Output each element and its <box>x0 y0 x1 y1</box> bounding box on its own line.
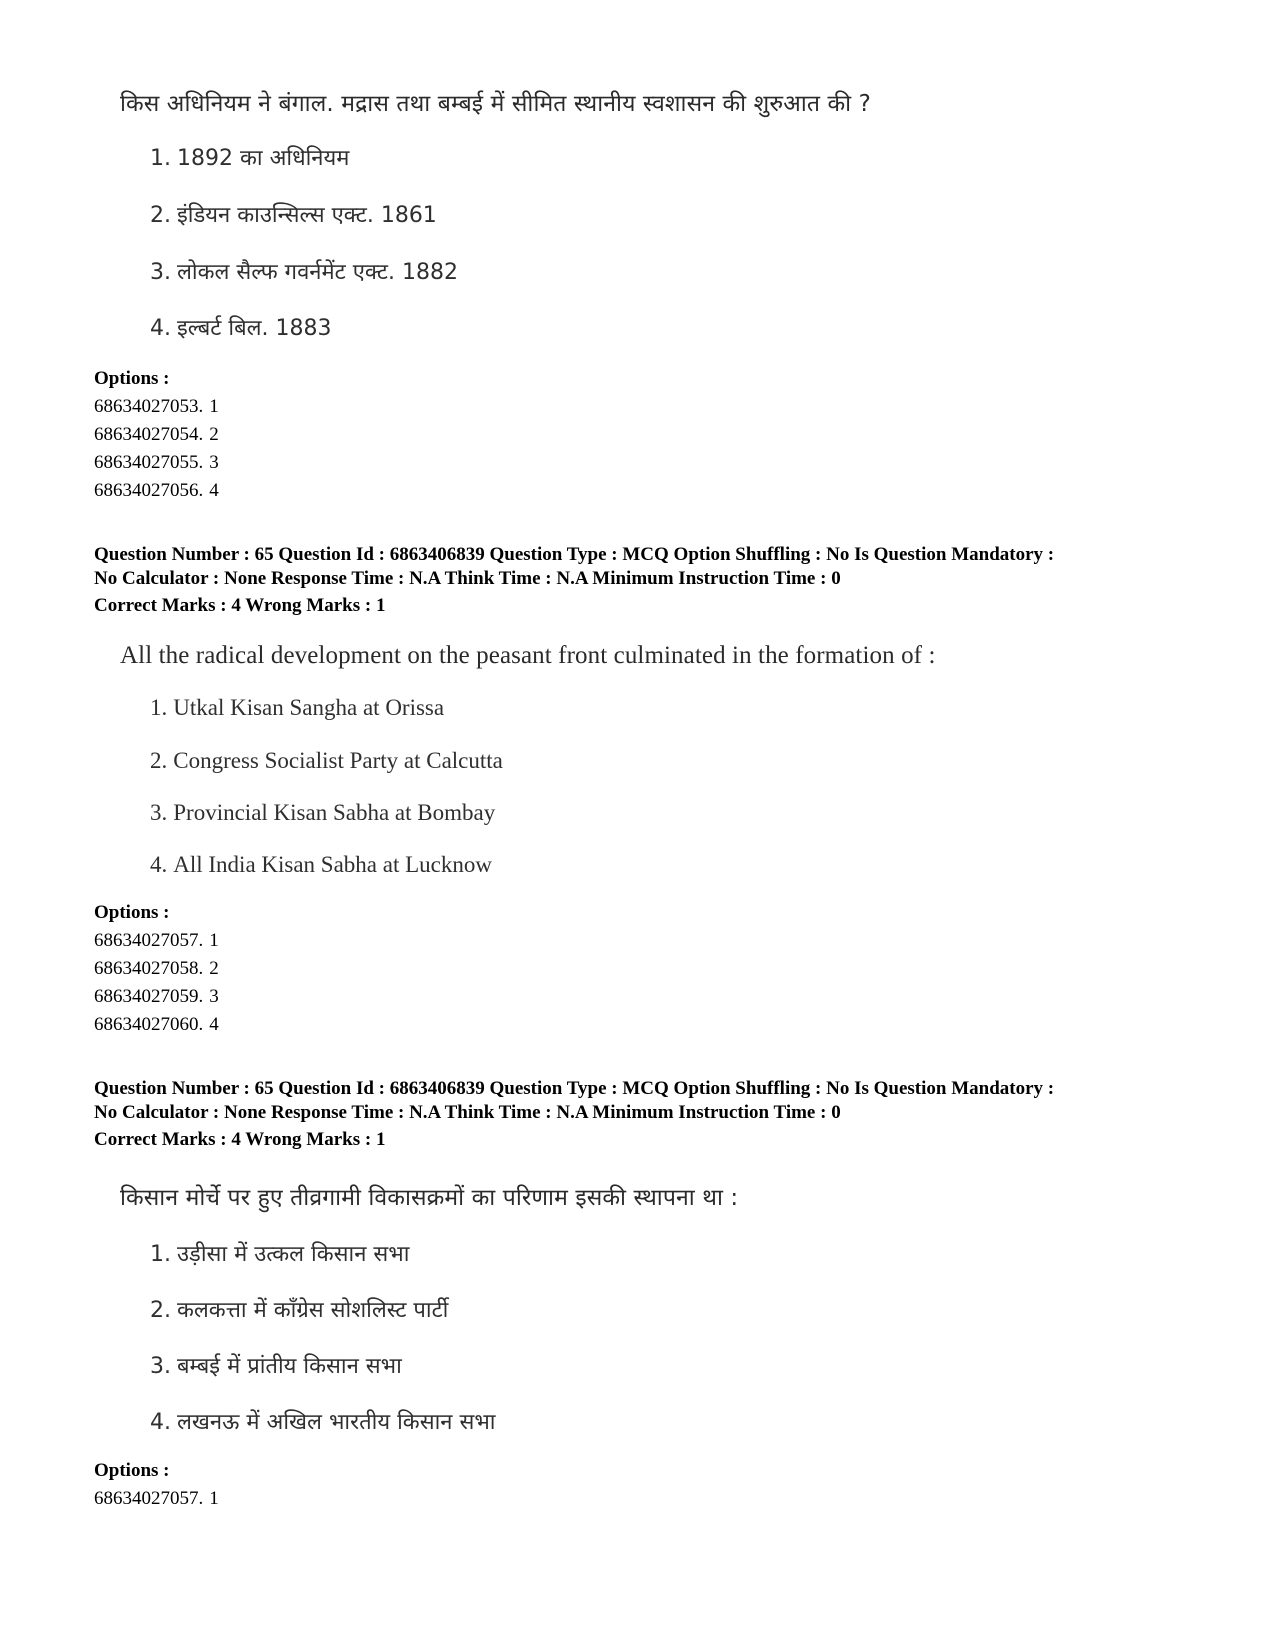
choice-2: 2. Congress Socialist Party at Calcutta <box>150 748 503 773</box>
option-row: 68634027058. 2 <box>94 958 219 979</box>
option-row: 68634027057. 1 <box>94 930 219 951</box>
meta-line-2: No Calculator : None Response Time : N.A Think Time : N.A Minimum Instruction Time : 0 <box>94 1102 841 1123</box>
choice-2: 2. इंडियन काउन्सिल्स एक्ट. 1861 <box>150 203 437 228</box>
option-row: 68634027053. 1 <box>94 396 219 417</box>
choice-1: 1. उड़ीसा में उत्कल किसान सभा <box>150 1242 410 1267</box>
question-text: किस अधिनियम ने बंगाल. मद्रास तथा बम्बई में सीमित स्थानीय स्वशासन की शुरुआत की ? <box>120 91 871 117</box>
option-row: 68634027057. 1 <box>94 1488 219 1509</box>
options-label: Options : <box>94 1460 170 1481</box>
choice-4: 4. इल्बर्ट बिल. 1883 <box>150 316 332 341</box>
options-label: Options : <box>94 368 170 389</box>
choice-1: 1. Utkal Kisan Sangha at Orissa <box>150 695 445 720</box>
choice-2: 2. कलकत्ता में कॉंग्रेस सोशलिस्ट पार्टी <box>150 1298 449 1323</box>
option-row: 68634027056. 4 <box>94 480 219 501</box>
option-row: 68634027060. 4 <box>94 1014 219 1035</box>
choice-3: 3. बम्बई में प्रांतीय किसान सभा <box>150 1354 402 1379</box>
choice-1: 1. 1892 का अधिनियम <box>150 146 350 171</box>
meta-line-2: No Calculator : None Response Time : N.A Think Time : N.A Minimum Instruction Time : 0 <box>94 568 841 589</box>
choice-4: 4. All India Kisan Sabha at Lucknow <box>150 852 492 877</box>
meta-line-1: Question Number : 65 Question Id : 6863406839 Question Type : MCQ Option Shuffling : No Is Question Mandatory : <box>94 1078 1055 1099</box>
options-label: Options : <box>94 902 170 923</box>
question-meta <box>94 1077 1214 1125</box>
choice-3: 3. Provincial Kisan Sabha at Bombay <box>150 800 496 825</box>
question-meta <box>94 543 1214 591</box>
option-row: 68634027055. 3 <box>94 452 219 473</box>
question-text: All the radical development on the peasant front culminated in the formation of : <box>120 642 936 669</box>
choice-3: 3. लोकल सैल्फ गवर्नमेंट एक्ट. 1882 <box>150 260 458 285</box>
option-row: 68634027054. 2 <box>94 424 219 445</box>
meta-line-1: Question Number : 65 Question Id : 6863406839 Question Type : MCQ Option Shuffling : No Is Question Mandatory : <box>94 544 1055 565</box>
marks-line: Correct Marks : 4 Wrong Marks : 1 <box>94 595 386 616</box>
option-row: 68634027059. 3 <box>94 986 219 1007</box>
marks-line: Correct Marks : 4 Wrong Marks : 1 <box>94 1129 386 1150</box>
choice-4: 4. लखनऊ में अखिल भारतीय किसान सभा <box>150 1410 496 1435</box>
question-text: किसान मोर्चे पर हुए तीव्रगामी विकासक्रमों का परिणाम इसकी स्थापना था : <box>120 1185 739 1211</box>
